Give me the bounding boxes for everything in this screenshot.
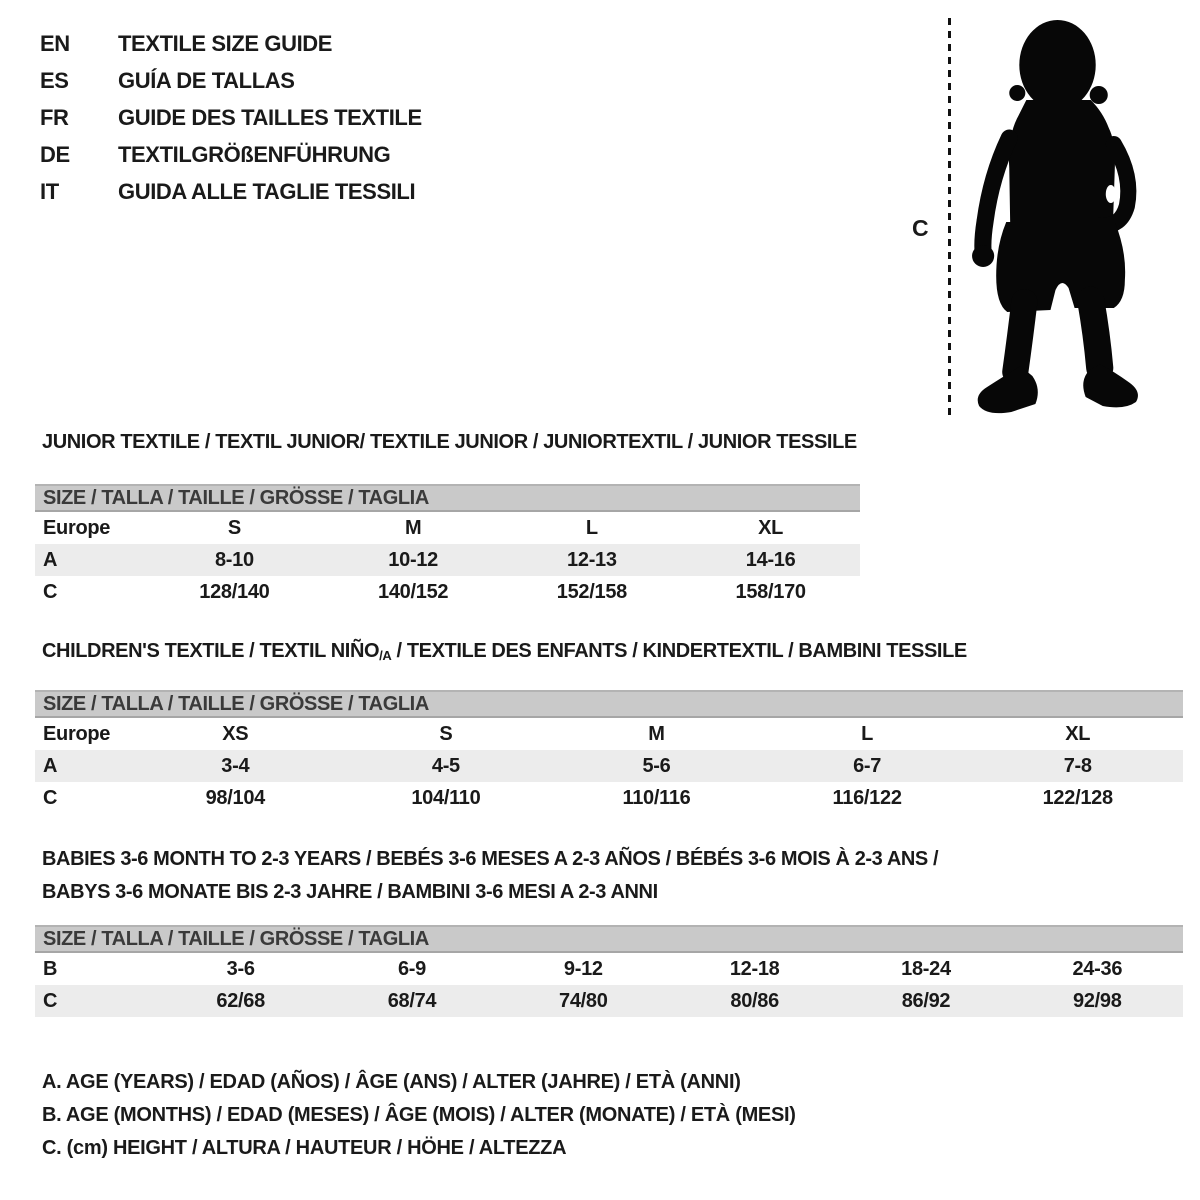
table-cell: 6-7 bbox=[853, 754, 882, 777]
children-size-table bbox=[35, 690, 1183, 814]
lang-code: DE bbox=[40, 142, 70, 167]
table-row bbox=[35, 718, 1183, 750]
table-cell: 6-9 bbox=[397, 957, 426, 980]
table-cell: 104/110 bbox=[411, 786, 481, 809]
table-cell: 110/116 bbox=[622, 786, 691, 809]
table-cell: 92/98 bbox=[1073, 989, 1122, 1012]
babies-title-line2-text: BABYS 3-6 MONATE BIS 2-3 JAHRE / BAMBINI 3-6 MESI A 2-3 ANNI bbox=[42, 881, 658, 903]
table-cell: 12-13 bbox=[567, 548, 617, 571]
babies-size-table bbox=[35, 925, 1183, 1017]
junior-section-title bbox=[42, 431, 857, 454]
toddler-silhouette-icon bbox=[962, 16, 1148, 418]
table-cell: 152/158 bbox=[556, 580, 627, 603]
table-cell: M bbox=[648, 722, 665, 745]
table-cell: 10-12 bbox=[388, 548, 438, 571]
table-row bbox=[35, 576, 860, 608]
junior-size-header-bar bbox=[35, 484, 860, 512]
lang-label: TEXTILGRÖßENFÜHRUNG bbox=[118, 142, 391, 167]
babies-title-line1-text: BABIES 3-6 MONTH TO 2-3 YEARS / BEBÉS 3-6 MESES A 2-3 AÑOS / BÉBÉS 3-6 MOIS À 2-3 ANS / bbox=[42, 848, 939, 870]
table-cell: 86/92 bbox=[901, 989, 951, 1012]
lang-code: IT bbox=[40, 179, 59, 204]
lang-row-de bbox=[40, 144, 422, 166]
table-cell: 3-4 bbox=[221, 754, 250, 777]
table-cell: L bbox=[861, 722, 874, 745]
table-cell: 5-6 bbox=[642, 754, 671, 777]
table-row bbox=[35, 782, 1183, 814]
lang-label: GUIDA ALLE TAGLIE TESSILI bbox=[118, 179, 416, 204]
children-title-post: / TEXTILE DES ENFANTS / KINDERTEXTIL / BAMBINI TESSILE bbox=[391, 640, 967, 662]
table-cell: 62/68 bbox=[216, 989, 265, 1012]
lang-code: FR bbox=[40, 105, 69, 130]
table-cell: 140/152 bbox=[378, 580, 449, 603]
size-header-text: SIZE / TALLA / TAILLE / GRÖSSE / TAGLIA bbox=[43, 486, 429, 509]
lang-code: EN bbox=[40, 31, 70, 56]
table-cell: XL bbox=[1065, 722, 1091, 745]
row-label: A bbox=[43, 754, 58, 777]
table-row bbox=[35, 985, 1183, 1017]
table-cell: S bbox=[227, 516, 241, 539]
table-cell: 128/140 bbox=[199, 580, 270, 603]
legend-line-c: C. (cm) HEIGHT / ALTURA / HAUTEUR / HÖHE / ALTEZZA bbox=[42, 1137, 567, 1159]
table-cell: M bbox=[404, 516, 422, 539]
table-cell: 3-6 bbox=[226, 957, 255, 980]
lang-label: TEXTILE SIZE GUIDE bbox=[118, 31, 333, 56]
lang-row-it bbox=[40, 181, 422, 203]
row-label: C bbox=[43, 580, 58, 603]
table-cell: 12-18 bbox=[729, 957, 780, 980]
table-cell: 68/74 bbox=[387, 989, 437, 1012]
legend-line-a: A. AGE (YEARS) / EDAD (AÑOS) / ÂGE (ANS) / ALTER (JAHRE) / ETÀ (ANNI) bbox=[42, 1071, 741, 1093]
table-cell: XL bbox=[758, 516, 784, 539]
row-label: Europe bbox=[43, 722, 111, 745]
lang-row-es bbox=[40, 70, 422, 92]
table-row bbox=[35, 953, 1183, 985]
row-label: B bbox=[43, 957, 58, 980]
junior-size-table bbox=[35, 484, 860, 608]
babies-section-title-line2 bbox=[42, 881, 658, 904]
lang-label: GUÍA DE TALLAS bbox=[118, 68, 295, 93]
table-cell: 116/122 bbox=[832, 786, 902, 809]
height-measure-dashed-line bbox=[948, 18, 951, 415]
table-cell: 80/86 bbox=[730, 989, 779, 1012]
children-title-sub: /A bbox=[379, 648, 392, 663]
lang-label: GUIDE DES TAILLES TEXTILE bbox=[118, 105, 422, 130]
children-section-title bbox=[42, 640, 967, 663]
babies-size-header-bar bbox=[35, 925, 1183, 953]
table-cell: 158/170 bbox=[735, 580, 806, 603]
size-header-text: SIZE / TALLA / TAILLE / GRÖSSE / TAGLIA bbox=[43, 927, 429, 950]
babies-section-title-line1 bbox=[42, 848, 938, 871]
legend-line-b: B. AGE (MONTHS) / EDAD (MESES) / ÂGE (MOIS) / ALTER (MONATE) / ETÀ (MESI) bbox=[42, 1104, 796, 1126]
table-cell: S bbox=[439, 722, 453, 745]
table-row bbox=[35, 750, 1183, 782]
table-cell: 14-16 bbox=[745, 548, 796, 571]
table-cell: 74/80 bbox=[559, 989, 608, 1012]
row-label: Europe bbox=[43, 516, 111, 539]
lang-code: ES bbox=[40, 68, 69, 93]
table-row bbox=[35, 512, 860, 544]
height-label-c: C bbox=[912, 215, 929, 241]
table-cell: 24-36 bbox=[1072, 957, 1123, 980]
language-list bbox=[40, 33, 422, 218]
measurement-legend bbox=[42, 1072, 796, 1171]
table-cell: 4-5 bbox=[431, 754, 460, 777]
table-cell: 98/104 bbox=[205, 786, 265, 809]
row-label: A bbox=[43, 548, 58, 571]
table-cell: L bbox=[585, 516, 598, 539]
row-label: C bbox=[43, 786, 58, 809]
row-label: C bbox=[43, 989, 58, 1012]
table-cell: XS bbox=[222, 722, 249, 745]
junior-title-text: JUNIOR TEXTILE / TEXTIL JUNIOR/ TEXTILE JUNIOR / JUNIORTEXTIL / JUNIOR TESSILE bbox=[42, 431, 857, 453]
children-title-pre: CHILDREN'S TEXTILE / TEXTIL NIÑO bbox=[42, 640, 380, 662]
table-cell: 122/128 bbox=[1042, 786, 1113, 809]
table-cell: 9-12 bbox=[563, 957, 603, 980]
children-size-header-bar bbox=[35, 690, 1183, 718]
size-header-text: SIZE / TALLA / TAILLE / GRÖSSE / TAGLIA bbox=[43, 692, 429, 715]
table-row bbox=[35, 544, 860, 576]
lang-row-fr bbox=[40, 107, 422, 129]
lang-row-en bbox=[40, 33, 422, 55]
table-cell: 7-8 bbox=[1063, 754, 1092, 777]
table-cell: 8-10 bbox=[214, 548, 254, 571]
table-cell: 18-24 bbox=[901, 957, 951, 980]
